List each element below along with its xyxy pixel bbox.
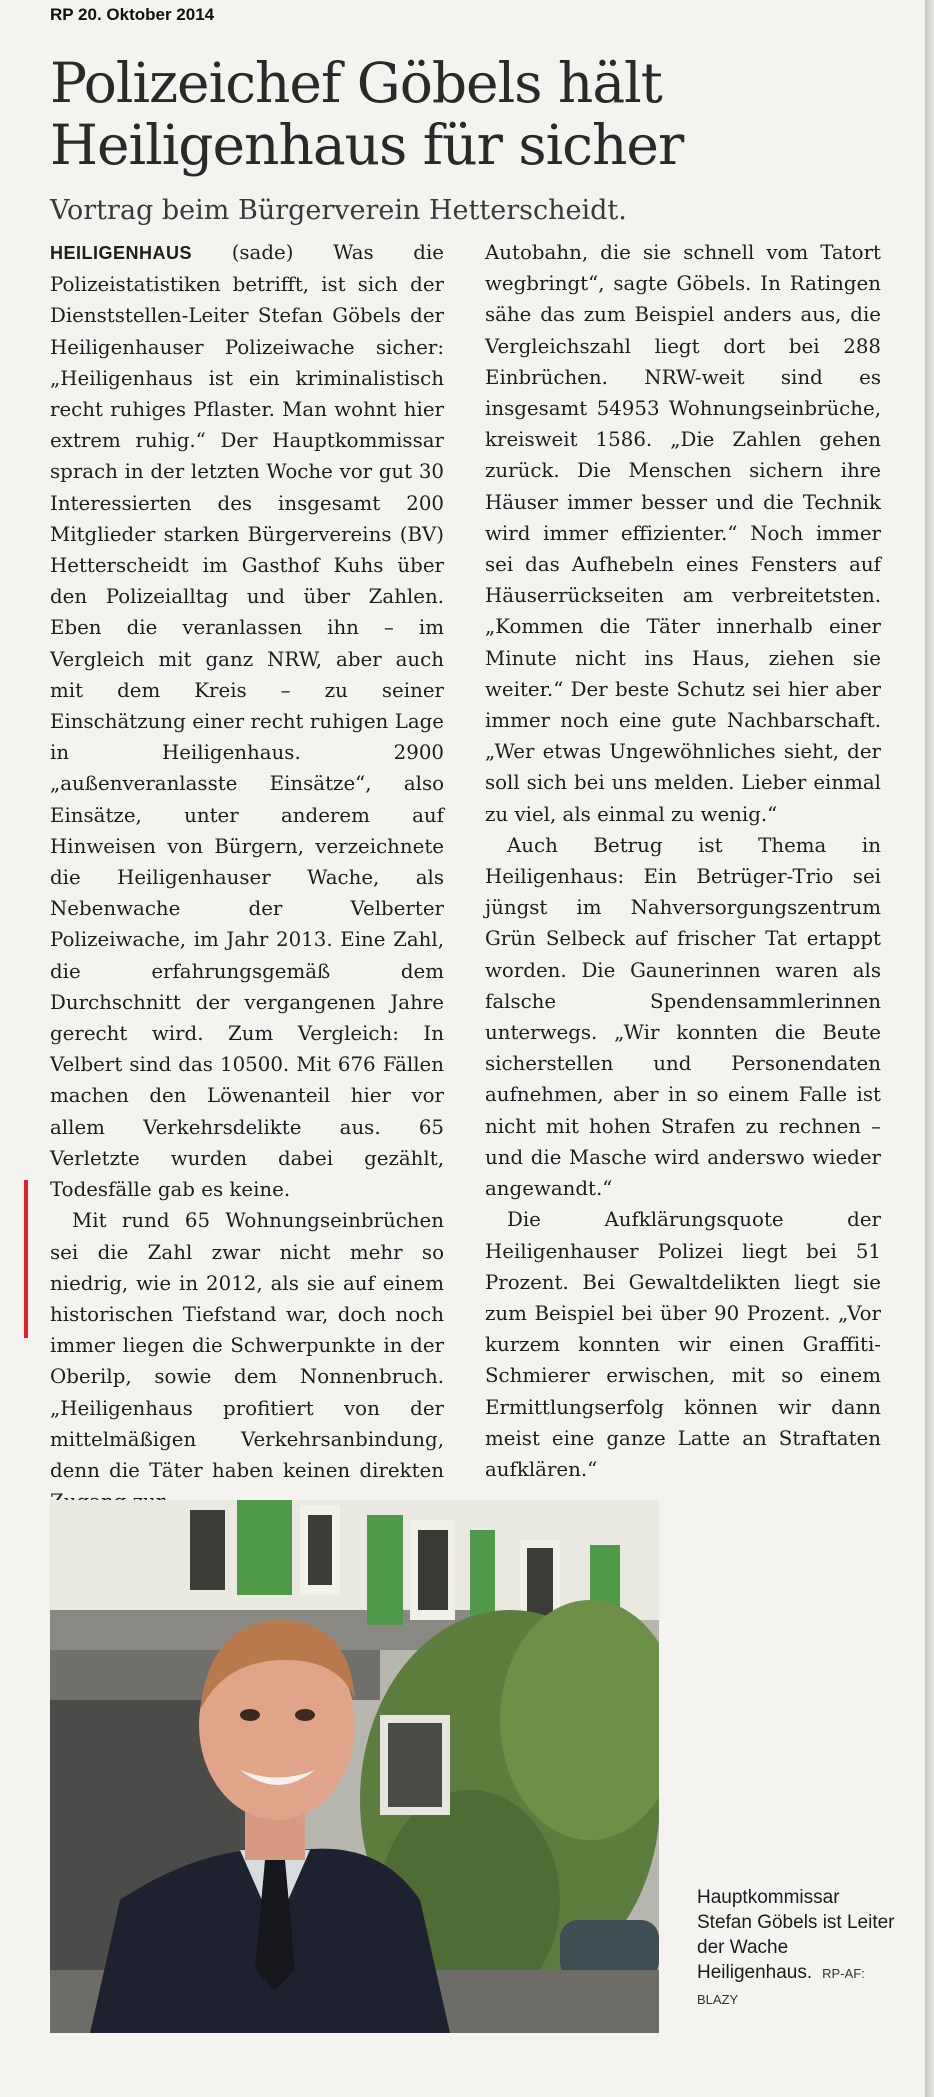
headline-line-2: Heiligenhaus für sicher bbox=[50, 113, 684, 177]
portrait-photo bbox=[50, 1500, 659, 2033]
portrait-photo-illustration bbox=[50, 1500, 659, 2033]
photo-caption bbox=[697, 1885, 897, 2012]
article-paragraph bbox=[50, 237, 444, 1205]
page-edge bbox=[925, 0, 934, 2097]
article-paragraph: Die Aufklärungsquote der Heiligenhauser Polizei liegt bei 51 Prozent. Bei Gewaltdelikten liegt sie zum Beispiel bei über 90 Prozent. „Vor kurzem konnten wir einen Graffiti-Schmierer erwischen, mit so einem Ermittlungserfolg können wir dann meist eine ganze Latte an Straftaten aufklären.“ bbox=[485, 1208, 881, 1481]
article-paragraph: Mit rund 65 Wohnungseinbrüchen sei die Zahl zwar nicht mehr so niedrig, wie in 2012, als sie auf einem historischen Tiefstand war, doch noch immer liegen die Schwerpunkte in der Oberilp, sowie dem Nonnenbruch. „Heiligenhaus profitiert von der mittelmäßigen Verkehrsanbindung, denn die Täter haben keinen direkten bbox=[50, 1209, 444, 1482]
roofline: HEILIGENHAUS bbox=[50, 243, 193, 263]
caption-text: Hauptkommissar Stefan Göbels ist Leiter der Wache Heiligenhaus. bbox=[697, 1887, 895, 1983]
headline bbox=[50, 52, 890, 176]
article-column-left bbox=[50, 237, 444, 1517]
subheadline: Vortrag beim Bürgerverein Hetterscheidt. bbox=[50, 195, 627, 226]
article-paragraph: Auch Betrug ist Thema in Heiligenhaus: Ein Betrüger-Trio sei jüngst im Nahversorgungszentrum Grün Selbeck auf frischer Tat ertappt worden. Die Gaunerinnen waren als falsche Spendensammlerinnen unterwegs. „Wir konnten die Beute sicherstellen und Personendaten aufnehmen, aber in so einem Falle ist nicht mit hohen Strafen zu rechnen – und die Masche wird anderswo wieder angewandt.“ bbox=[485, 833, 881, 1201]
article-column-right bbox=[485, 237, 881, 1485]
headline-line-1: Polizeichef Göbels hält bbox=[50, 51, 662, 115]
article-paragraph: Autobahn, die sie schnell vom Tatort wegbringt“, sagte Göbels. In Ratingen sähe das zum Beispiel anders aus, die Vergleichszahl liegt dort bei 288 Einbrüchen. NRW-weit sind es insgesamt 54953 Wohnungseinbrüche, kreisweit 1586. „Die Zahlen gehen zurück. Die Menschen sichern ihre Häuser immer besser und die Technik wird immer effizienter.“ Noch immer sei das Aufhebeln eines Fensters auf Häuserrückseiten am verbreitetsten. „Kommen die Täter innerhalb einer Minute nicht ins Haus, ziehen sie weiter.“ Der beste Schutz sei hier aber immer noch eine gute Nachbarschaft. „Wer etwas Ungewöhnliches sieht, der soll sich bei uns melden. Lieber einmal zu viel, als einmal zu wenig.“ bbox=[485, 241, 881, 826]
paragraph-text: (sade) Was die Polizeistatistiken betrifft, ist sich der Dienststellen-Leiter Stefan Göbels der Heiligenhauser Polizeiwache sicher: „Heiligenhaus ist ein kriminalistisch recht ruhiges Pflaster. Man wohnt hier extrem ruhig.“ Der Hauptkommissar sprach in der letzten Woche vor gut 30 Interessierten des insgesamt 200 Mitglieder starken Bürgervereins (BV) Hetterscheidt im Gasthof Kuhs über den Polizeialltag und über Zahlen. Eben die veranlassen ihn – im Vergleich mit ganz NRW, aber auch mit dem Kreis – zu seiner Einschätzung einer recht ruhigen Lage in Heiligenhaus. 2900 „außenveranlasste Einsätze“, also Einsätze, unter anderem auf Hinweisen von Bürgern, verzeichnete die Heiligenhauser Wache, als Nebenwache der Velberter Polizeiwache, im Jahr 2013. Eine Zahl, die erfahrungsgemäß dem Durchschnitt der vergangenen Jahre gerecht wird. Zum Vergleich: In Velbert sind das 10500. Mit 676 Fällen machen den Löwenanteil hier vor allem Verkehrsdelikte aus. 65 Verletzte wurden dabei gezählt, Todesfälle gab es keine. bbox=[50, 241, 445, 1202]
dateline: RP 20. Oktober 2014 bbox=[50, 5, 215, 24]
red-marker-line bbox=[24, 1180, 28, 1338]
photo-credit: RP-AF: BLAZY bbox=[697, 1966, 865, 2007]
